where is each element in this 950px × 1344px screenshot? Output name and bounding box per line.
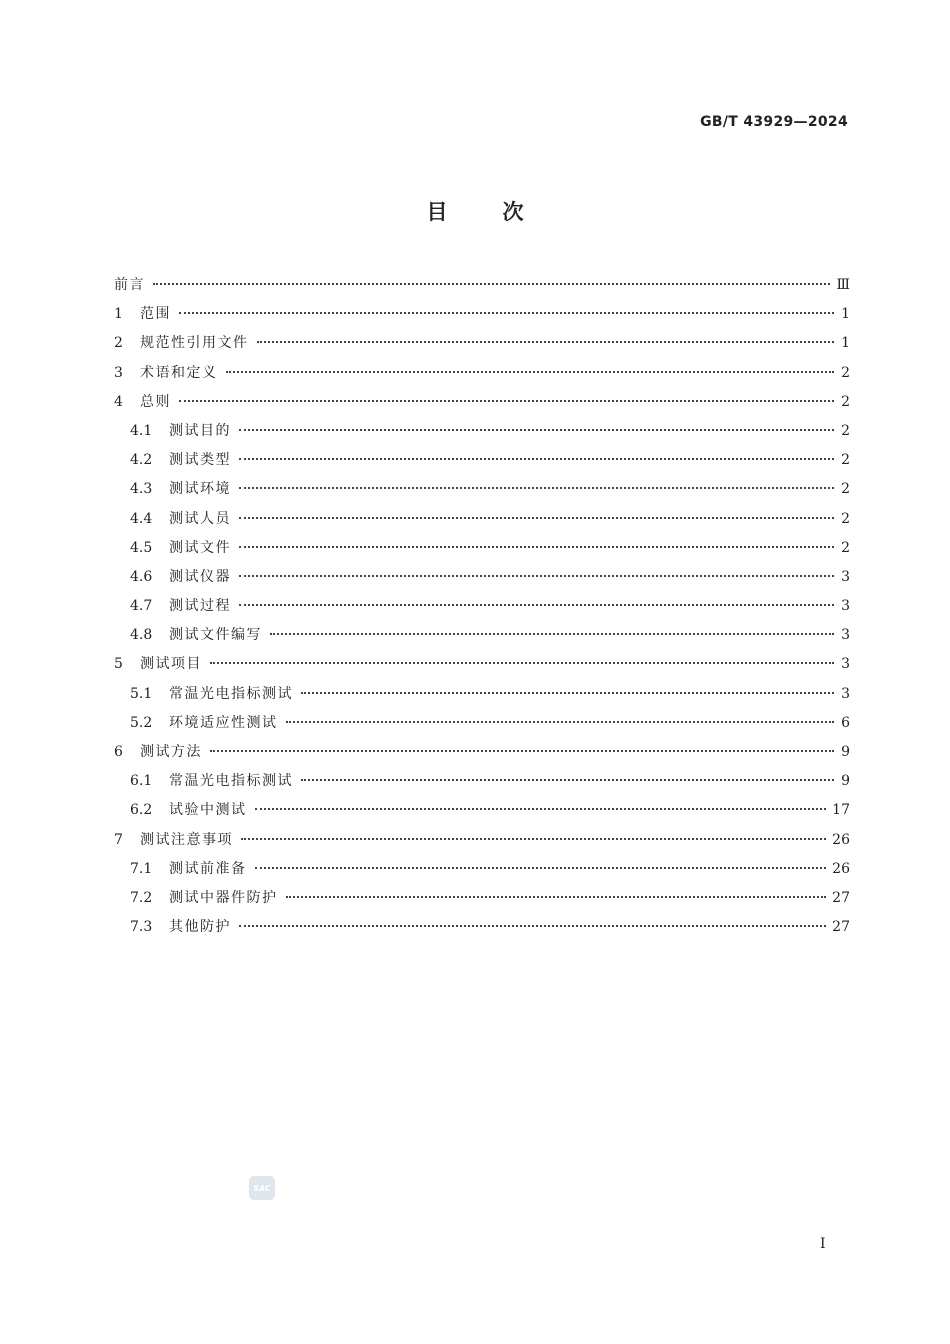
toc-entry[interactable]	[114, 450, 850, 479]
toc-entry-number: 5.1	[130, 685, 153, 702]
toc-entry-label: 测试人员	[169, 510, 231, 527]
dot-leader	[239, 458, 834, 460]
toc-entry[interactable]	[114, 509, 850, 538]
toc-entry[interactable]	[114, 275, 850, 304]
dot-leader	[239, 429, 834, 431]
toc-entry-label: 测试方法	[140, 744, 202, 760]
dot-leader	[255, 867, 827, 869]
toc-entry-number: 4.7	[130, 598, 153, 615]
toc-entry[interactable]	[114, 596, 850, 625]
toc-entry-page: 6	[841, 714, 850, 731]
toc-entry-label: 其他防护	[169, 919, 231, 936]
toc-entry-label: 测试目的	[169, 422, 231, 439]
toc-entry-page: 2	[841, 481, 850, 498]
toc-entry[interactable]	[114, 654, 850, 683]
toc-entry[interactable]	[114, 625, 850, 654]
toc-entry-number: 7.3	[130, 919, 153, 936]
toc-entry[interactable]	[114, 304, 850, 333]
toc-entry-number: 4.1	[130, 422, 153, 439]
dot-leader	[239, 925, 826, 927]
toc-entry-page: 17	[832, 802, 850, 819]
dot-leader	[286, 721, 835, 723]
toc-entry-number: 4.4	[130, 510, 153, 527]
toc-entry-page: 3	[841, 656, 850, 673]
toc-entry-number: 6.1	[130, 773, 153, 790]
toc-entry-page: 27	[832, 889, 850, 906]
toc-entry[interactable]	[114, 713, 850, 742]
toc-entry[interactable]	[114, 421, 850, 450]
toc-entry-page: 9	[841, 744, 850, 760]
toc-entry-label: 测试仪器	[169, 568, 231, 585]
toc-entry-page: 9	[841, 773, 850, 790]
toc-entry-label: 测试前准备	[169, 860, 247, 877]
toc-entry[interactable]	[114, 684, 850, 713]
dot-leader	[179, 312, 834, 314]
toc-entry-label: 环境适应性测试	[169, 714, 278, 731]
dot-leader	[210, 662, 834, 664]
toc-entry[interactable]	[114, 742, 850, 771]
toc-entry-label: 总则	[140, 393, 171, 410]
toc-entry-page: 1	[841, 335, 850, 352]
toc-entry-page: 27	[832, 919, 850, 936]
toc-entry-number: 5	[114, 656, 123, 673]
toc-entry-label: 试验中测试	[169, 802, 247, 819]
toc-entry-number: 6.2	[130, 802, 153, 819]
toc-entry[interactable]	[114, 859, 850, 888]
toc-entry-label: 常温光电指标测试	[169, 685, 293, 702]
toc-entry-page: 3	[841, 598, 850, 615]
dot-leader	[255, 808, 827, 810]
standard-code: GB/T 43929—2024	[700, 114, 848, 130]
dot-leader	[179, 400, 834, 402]
toc-entry-number: 7.1	[130, 860, 153, 877]
toc-entry-page: 2	[841, 393, 850, 410]
toc-entry-page: Ⅲ	[836, 277, 850, 293]
toc-entry-page: 2	[841, 452, 850, 469]
toc-entry-number: 7.2	[130, 889, 153, 906]
toc-entry[interactable]	[114, 567, 850, 596]
toc-entry-number: 2	[114, 335, 123, 352]
toc-entry-label: 测试过程	[169, 598, 231, 615]
dot-leader	[239, 575, 834, 577]
toc-entry-label: 测试项目	[140, 656, 202, 673]
dot-leader	[153, 283, 830, 285]
toc-entry-label: 测试中器件防护	[169, 889, 278, 906]
toc-entry-number: 4.6	[130, 568, 153, 585]
dot-leader	[270, 633, 834, 635]
toc-entry[interactable]	[114, 917, 850, 946]
toc-entry-number: 5.2	[130, 714, 153, 731]
toc-entry[interactable]	[114, 888, 850, 917]
toc-entry[interactable]	[114, 392, 850, 421]
toc-entry-number: 4.5	[130, 539, 153, 556]
toc-entry-number: 4.8	[130, 627, 153, 644]
toc-entry[interactable]	[114, 538, 850, 567]
dot-leader	[239, 604, 834, 606]
dot-leader	[239, 487, 834, 489]
dot-leader	[241, 838, 826, 840]
toc-entry-label: 前言	[114, 277, 145, 293]
toc-entry-label: 规范性引用文件	[140, 335, 249, 352]
toc-entry-number: 1	[114, 306, 123, 323]
dot-leader	[239, 517, 834, 519]
dot-leader	[239, 546, 834, 548]
toc-entry-page: 3	[841, 627, 850, 644]
toc-entry-label: 术语和定义	[140, 364, 218, 381]
dot-leader	[301, 692, 834, 694]
toc-entry-label: 范围	[140, 306, 171, 323]
toc-entry-label: 测试环境	[169, 481, 231, 498]
toc-entry[interactable]	[114, 800, 850, 829]
toc-entry-label: 测试类型	[169, 452, 231, 469]
toc-entry-label: 测试文件	[169, 539, 231, 556]
toc-entry[interactable]	[114, 479, 850, 508]
toc-entry-label: 常温光电指标测试	[169, 773, 293, 790]
toc-entry-label: 测试文件编写	[169, 627, 262, 644]
toc-entry-page: 2	[841, 539, 850, 556]
dot-leader	[301, 779, 834, 781]
toc-entry-page: 2	[841, 510, 850, 527]
toc-entry-page: 1	[841, 306, 850, 323]
dot-leader	[286, 896, 827, 898]
dot-leader	[210, 750, 834, 752]
toc-entry[interactable]	[114, 830, 850, 859]
toc-entry-number: 4.2	[130, 452, 153, 469]
page-title: 目次	[426, 200, 579, 224]
toc-entry-page: 26	[832, 860, 850, 877]
toc-entry[interactable]	[114, 363, 850, 392]
toc-entry-page: 2	[841, 364, 850, 381]
page-number: I	[820, 1236, 826, 1252]
toc-entry[interactable]	[114, 771, 850, 800]
toc-entry-number: 4.3	[130, 481, 153, 498]
toc-entry-page: 3	[841, 685, 850, 702]
dot-leader	[226, 371, 835, 373]
table-of-contents	[114, 275, 850, 946]
toc-entry-number: 4	[114, 393, 123, 410]
toc-entry-page: 3	[841, 568, 850, 585]
toc-entry-number: 7	[114, 831, 123, 848]
toc-entry-page: 2	[841, 422, 850, 439]
toc-entry-number: 6	[114, 744, 123, 760]
toc-entry-number: 3	[114, 364, 123, 381]
toc-entry-label: 测试注意事项	[140, 831, 233, 848]
toc-entry[interactable]	[114, 333, 850, 362]
dot-leader	[257, 341, 835, 343]
toc-entry-page: 26	[832, 831, 850, 848]
sac-logo-icon: SAC	[249, 1176, 275, 1200]
